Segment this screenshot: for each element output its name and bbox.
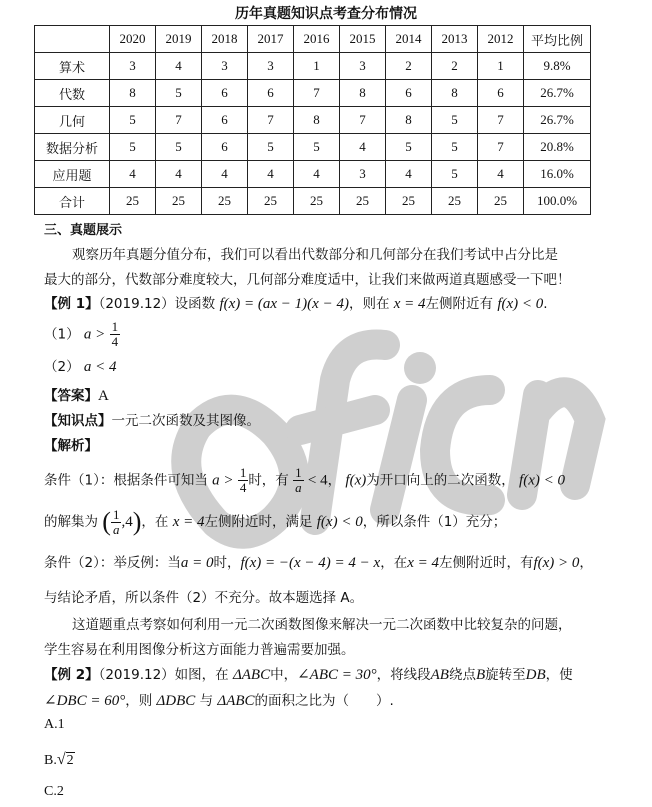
- table-cell: 6: [386, 80, 432, 107]
- fraction-numerator: 1: [111, 319, 119, 334]
- fraction-numerator: 1: [239, 465, 247, 480]
- table-row: [35, 188, 591, 215]
- solution-math: < 4: [307, 472, 328, 489]
- knowledge-point-label: 【知识点】: [44, 413, 112, 429]
- stem-math: ∠DBC = 60°: [44, 693, 126, 709]
- condition-expression: x = 4: [393, 296, 426, 312]
- stem-text: 旋转至: [485, 667, 526, 683]
- table-cell: 6: [202, 134, 248, 161]
- table-cell: 7: [478, 134, 524, 161]
- example-1-label: 【例 1】: [44, 296, 99, 312]
- condition-1: [44, 320, 120, 349]
- example-2-stem-line-1: [44, 663, 573, 684]
- stem-text: .: [543, 296, 548, 312]
- table-cell: 100.0%: [524, 188, 591, 215]
- table-cell: 7: [340, 107, 386, 134]
- table-cell: 5: [110, 107, 156, 134]
- stem-text: 绕点: [448, 667, 476, 683]
- table-cell: 5: [432, 107, 478, 134]
- example-2-label: 【例 2】: [44, 667, 99, 683]
- stem-math: B: [475, 667, 486, 683]
- section-heading: 三、真题展示: [44, 223, 123, 238]
- stem-text: ，将线段: [376, 667, 431, 683]
- table-cell: 4: [202, 161, 248, 188]
- table-row: [35, 80, 591, 107]
- stem-math: ΔABC: [217, 693, 255, 709]
- table-header-cell: 2017: [248, 26, 294, 53]
- table-cell: 5: [432, 161, 478, 188]
- table-cell: 25: [386, 188, 432, 215]
- summary-line-2: 学生容易在利用图像分析这方面能力普遍需要加强。: [44, 642, 355, 658]
- row-label: 合计: [35, 188, 110, 215]
- distribution-table: [34, 25, 591, 215]
- table-cell: 8: [386, 107, 432, 134]
- row-label: 数据分析: [35, 134, 110, 161]
- fraction-numerator: 1: [112, 506, 120, 522]
- table-cell: 2: [386, 53, 432, 80]
- option-b-value: 2: [66, 753, 74, 768]
- row-label: 算术: [35, 53, 110, 80]
- table-cell: 16.0%: [524, 161, 591, 188]
- solution-math: f(x): [345, 472, 367, 489]
- table-cell: 4: [386, 161, 432, 188]
- table-cell: 26.7%: [524, 107, 591, 134]
- table-cell: 6: [202, 107, 248, 134]
- table-cell: 4: [156, 53, 202, 80]
- table-header-cell: 2018: [202, 26, 248, 53]
- table-header-cell: [35, 26, 110, 53]
- knowledge-point-text: 一元二次函数及其图像。: [111, 413, 260, 429]
- table-cell: 7: [248, 107, 294, 134]
- solution-text: ，: [579, 555, 593, 571]
- table-cell: 25: [432, 188, 478, 215]
- solution-line-1: [44, 466, 565, 495]
- solution-math: a >: [212, 472, 234, 489]
- example-2-date: （2019.12）: [98, 667, 175, 683]
- fraction-numerator: 1: [295, 465, 302, 480]
- stem-text: ，使: [545, 667, 573, 683]
- table-cell: 4: [248, 161, 294, 188]
- solution-text: 为开口向上的二次函数，: [366, 472, 515, 489]
- solution-text: 左侧附近时，满足: [204, 514, 313, 530]
- stem-text: 的面积之比为（ ）.: [254, 693, 394, 709]
- knowledge-point-line: [44, 409, 260, 429]
- answer-value: A: [98, 388, 109, 404]
- stem-text: 与: [199, 693, 214, 709]
- stem-math: AB: [430, 667, 449, 683]
- table-cell: 1: [478, 53, 524, 80]
- table-header-cell: 2012: [478, 26, 524, 53]
- fraction-denominator: 4: [239, 480, 247, 495]
- table-cell: 25: [156, 188, 202, 215]
- answer-line: [44, 384, 109, 405]
- row-label: 应用题: [35, 161, 110, 188]
- solution-text: 的解集为: [44, 514, 98, 530]
- solution-text: 时，: [213, 555, 241, 571]
- table-cell: 3: [110, 53, 156, 80]
- table-row: [35, 161, 591, 188]
- table-cell: 3: [340, 161, 386, 188]
- summary-line-1: 这道题重点考察如何利用一元二次函数图像来解决一元二次函数中比较复杂的问题，: [72, 617, 572, 633]
- intro-line-1: 观察历年真题分值分布，我们可以看出代数部分和几何部分在我们考试中占分比是: [72, 247, 558, 263]
- table-cell: 4: [156, 161, 202, 188]
- stem-math: ΔABC: [232, 667, 271, 683]
- table-cell: 5: [156, 134, 202, 161]
- solution-text: 条件（1）：根据条件可知当: [44, 472, 208, 489]
- sqrt-icon: √: [56, 751, 66, 768]
- table-cell: 7: [156, 107, 202, 134]
- solution-math: x = 4: [407, 555, 439, 571]
- table-cell: 25: [202, 188, 248, 215]
- solution-math: f(x) < 0: [316, 514, 363, 530]
- fraction: [111, 508, 122, 537]
- table-cell: 25: [294, 188, 340, 215]
- table-cell: 6: [248, 80, 294, 107]
- example-1-stem: [44, 292, 548, 313]
- solution-text: ，: [327, 472, 342, 489]
- table-cell: 8: [294, 107, 340, 134]
- solution-math: f(x) > 0: [533, 555, 580, 571]
- table-cell: 2: [432, 53, 478, 80]
- table-header-cell: 2020: [110, 26, 156, 53]
- table-cell: 25: [340, 188, 386, 215]
- table-cell: 25: [248, 188, 294, 215]
- fraction: [293, 466, 304, 495]
- table-cell: 8: [340, 80, 386, 107]
- table-header-cell: 2019: [156, 26, 202, 53]
- table-header-row: [35, 26, 591, 53]
- table-row: [35, 134, 591, 161]
- solution-line-3: [44, 551, 593, 572]
- solution-line-4: 与结论矛盾，所以条件（2）不充分。故本题选择 A。: [44, 590, 364, 606]
- table-header-cell: 2015: [340, 26, 386, 53]
- table-cell: 5: [156, 80, 202, 107]
- solution-text: ，在: [380, 555, 408, 571]
- table-cell: 26.7%: [524, 80, 591, 107]
- solution-math: ,4: [121, 514, 133, 530]
- solution-text: 左侧附近时，有: [438, 555, 534, 571]
- table-cell: 7: [294, 80, 340, 107]
- table-cell: 7: [478, 107, 524, 134]
- table-cell: 3: [340, 53, 386, 80]
- row-label: 几何: [35, 107, 110, 134]
- table-cell: 5: [294, 134, 340, 161]
- option-b: [44, 751, 75, 769]
- table-cell: 5: [432, 134, 478, 161]
- table-cell: 9.8%: [524, 53, 591, 80]
- table-header-cell: 2014: [386, 26, 432, 53]
- fraction-denominator: a: [295, 480, 302, 495]
- fraction: [238, 466, 249, 495]
- condition-expression: a < 4: [83, 359, 117, 375]
- table-cell: 1: [294, 53, 340, 80]
- table-cell: 3: [202, 53, 248, 80]
- fraction-denominator: a: [112, 521, 120, 537]
- option-c: C.2: [44, 784, 64, 799]
- table-cell: 8: [432, 80, 478, 107]
- table-cell: 3: [248, 53, 294, 80]
- solution-text: ，所以条件（1）充分；: [362, 514, 507, 530]
- table-cell: 5: [386, 134, 432, 161]
- solution-text: 时，有: [248, 472, 289, 489]
- function-expression: f(x) = (ax − 1)(x − 4): [219, 296, 349, 312]
- table-cell: 6: [478, 80, 524, 107]
- condition-label: （1）: [44, 326, 80, 343]
- table-cell: 4: [294, 161, 340, 188]
- table-cell: 20.8%: [524, 134, 591, 161]
- solution-line-2: 的解集为 ( $\frac{1}{a}$ ,4)，在 x = 4左侧附近时，满足 f(x) < 0，所以条件（1）充分；: [44, 506, 507, 537]
- table-cell: 25: [110, 188, 156, 215]
- table-cell: 4: [340, 134, 386, 161]
- table-cell: 25: [478, 188, 524, 215]
- solution-math: x = 4: [172, 514, 205, 530]
- table-cell: 8: [110, 80, 156, 107]
- stem-text: 中，: [270, 667, 298, 683]
- option-b-label: B.: [44, 753, 57, 768]
- table-header-cell: 平均比例: [524, 26, 591, 53]
- answer-label: 【答案】: [44, 388, 98, 404]
- stem-math: ∠ABC = 30°: [297, 667, 377, 683]
- intro-line-2: 最大的部分，代数部分难度较大，几何部分难度适中，让我们来做两道真题感受一下吧！: [44, 272, 571, 288]
- table-title: 历年真题知识点考查分布情况: [235, 6, 417, 22]
- table-header-cell: 2016: [294, 26, 340, 53]
- row-label: 代数: [35, 80, 110, 107]
- fraction: [110, 320, 121, 349]
- stem-math: DB: [525, 667, 546, 683]
- solution-math: f(x) = −(x − 4) = 4 − x: [240, 555, 381, 571]
- stem-math: ΔDBC: [156, 693, 196, 709]
- solution-text: 条件（2）：举反例：当: [44, 555, 181, 571]
- table-cell: 6: [202, 80, 248, 107]
- table-cell: 4: [110, 161, 156, 188]
- stem-text: 如图，在: [174, 667, 229, 683]
- condition-2: [44, 355, 117, 376]
- option-a: A.1: [44, 717, 65, 732]
- solution-text: ，在: [141, 514, 169, 530]
- table-cell: 4: [478, 161, 524, 188]
- table-row: [35, 53, 591, 80]
- stem-text: ，则在: [348, 296, 390, 312]
- condition-lhs: a >: [83, 326, 106, 343]
- stem-text: 设函数: [174, 296, 216, 312]
- example-1-date: （2019.12）: [98, 296, 175, 312]
- condition-label: （2）: [44, 359, 80, 375]
- stem-text: 左侧附近有: [425, 296, 494, 312]
- solution-math: a = 0: [180, 555, 214, 571]
- inequality-expression: f(x) < 0: [497, 296, 544, 312]
- table-header-cell: 2013: [432, 26, 478, 53]
- table-cell: 5: [110, 134, 156, 161]
- stem-text: ，则: [125, 693, 153, 709]
- analysis-label: 【解析】: [44, 438, 98, 454]
- fraction-denominator: 4: [111, 334, 119, 349]
- table-cell: 5: [248, 134, 294, 161]
- table-row: [35, 107, 591, 134]
- example-2-stem-line-2: [44, 689, 394, 710]
- solution-math: f(x) < 0: [519, 472, 565, 489]
